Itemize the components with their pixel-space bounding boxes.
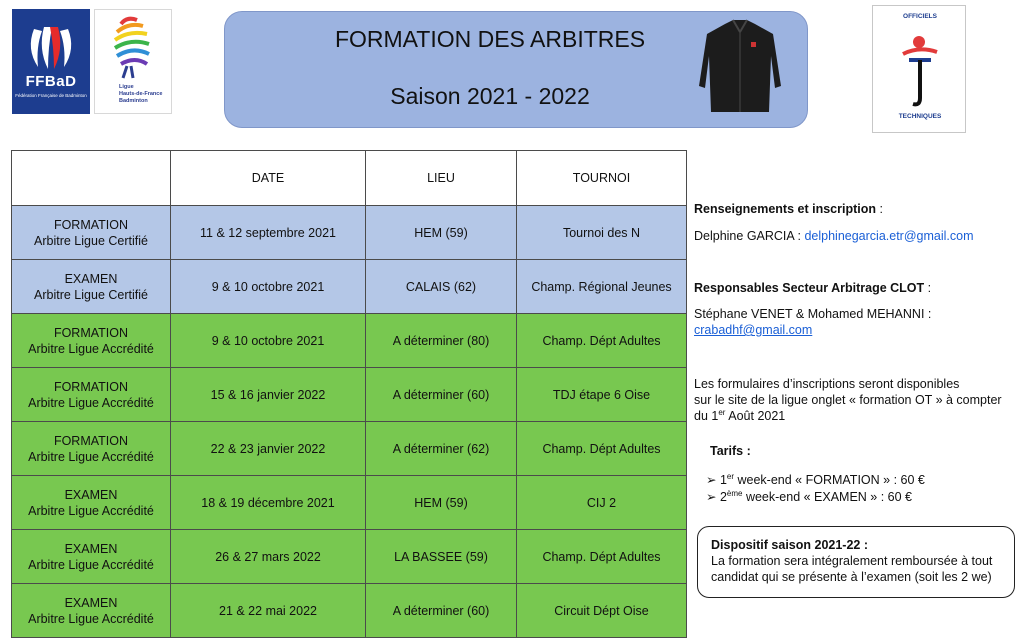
table-row — [12, 476, 687, 530]
resp-names: Stéphane VENET & Mohamed MEHANNI : — [694, 307, 932, 321]
contact-heading: Renseignements et inscription — [694, 202, 876, 216]
contact-name: Delphine GARCIA : — [694, 229, 805, 243]
arrow-bullet-icon: ➢ — [706, 473, 720, 487]
table-row — [12, 206, 687, 260]
lieu-cell: HEM (59) — [366, 476, 517, 530]
ot-top-label: OFFICIELS — [903, 13, 937, 20]
ffbad-logo — [12, 9, 90, 114]
tournoi-cell: Champ. Dépt Adultes — [517, 530, 687, 584]
forms-paragraph: Les formulaires d’inscriptions seront disponibles sur le site de la ligue onglet « formation OT » à compter du 1er Août 2021 — [694, 377, 1002, 423]
ffbad-subtitle: Fédération Française de Badminton — [15, 93, 87, 98]
tournoi-cell: Champ. Dépt Adultes — [517, 314, 687, 368]
lieu-cell: A déterminer (60) — [366, 368, 517, 422]
tournoi-cell: CIJ 2 — [517, 476, 687, 530]
header-lieu: LIEU — [366, 151, 517, 206]
tarif-item: ➢ 1er week-end « FORMATION » : 60 € — [706, 471, 925, 487]
table-row — [12, 368, 687, 422]
table-row — [12, 584, 687, 638]
dispositif-heading: Dispositif saison 2021-22 : — [711, 538, 869, 552]
schedule-table — [11, 150, 687, 638]
officiels-techniques-logo — [872, 5, 966, 133]
date-cell: 18 & 19 décembre 2021 — [171, 476, 366, 530]
table-header-row — [12, 151, 687, 206]
arrow-bullet-icon: ➢ — [706, 490, 720, 504]
ligue-name: Ligue Hauts-de-France Badminton — [119, 84, 163, 104]
resp-heading: Responsables Secteur Arbitrage CLOT — [694, 281, 925, 295]
session-cell: EXAMEN Arbitre Ligue Accrédité — [12, 584, 171, 638]
table-row — [12, 314, 687, 368]
tarif-item: ➢ 2ème week-end « EXAMEN » : 60 € — [706, 488, 912, 504]
resp-email-link[interactable]: crabadhf@gmail.com — [694, 323, 813, 337]
session-cell: EXAMEN Arbitre Ligue Certifié — [12, 260, 171, 314]
session-cell: FORMATION Arbitre Ligue Accrédité — [12, 314, 171, 368]
dispositif-box — [697, 526, 1015, 598]
ligue-logo — [94, 9, 172, 114]
badminton-plumes-icon — [12, 23, 90, 73]
header-date: DATE — [171, 151, 366, 206]
lieu-cell: HEM (59) — [366, 206, 517, 260]
contact-line — [694, 228, 974, 244]
dispositif-line: candidat qui se présente à l’examen (soit les 2 we) — [711, 570, 992, 584]
lieu-cell: A déterminer (60) — [366, 584, 517, 638]
session-cell: FORMATION Arbitre Ligue Certifié — [12, 206, 171, 260]
lieu-cell: LA BASSEE (59) — [366, 530, 517, 584]
session-cell: FORMATION Arbitre Ligue Accrédité — [12, 368, 171, 422]
date-cell: 21 & 22 mai 2022 — [171, 584, 366, 638]
tournoi-cell: Champ. Régional Jeunes — [517, 260, 687, 314]
lieu-cell: CALAIS (62) — [366, 260, 517, 314]
ffbad-name: FFBaD — [25, 73, 77, 90]
page-title: FORMATION DES ARBITRES — [334, 26, 646, 52]
title-banner — [224, 11, 808, 128]
session-cell: EXAMEN Arbitre Ligue Accrédité — [12, 476, 171, 530]
date-cell: 15 & 16 janvier 2022 — [171, 368, 366, 422]
lieu-cell: A déterminer (80) — [366, 314, 517, 368]
tournoi-cell: TDJ étape 6 Oise — [517, 368, 687, 422]
contact-email-link[interactable]: delphinegarcia.etr@gmail.com — [804, 229, 974, 243]
resp-heading-line: Responsables Secteur Arbitrage CLOT : — [694, 281, 932, 295]
ot-bottom-label: TECHNIQUES — [898, 113, 942, 120]
tournoi-cell: Champ. Dépt Adultes — [517, 422, 687, 476]
jacket-icon — [695, 16, 785, 116]
date-cell: 9 & 10 octobre 2021 — [171, 314, 366, 368]
date-cell: 11 & 12 septembre 2021 — [171, 206, 366, 260]
tarifs-heading: Tarifs : — [710, 444, 751, 458]
session-cell: FORMATION Arbitre Ligue Accrédité — [12, 422, 171, 476]
table-row — [12, 260, 687, 314]
header-tournoi: TOURNOI — [517, 151, 687, 206]
table-row — [12, 530, 687, 584]
contact-heading-line: Renseignements et inscription : — [694, 202, 883, 216]
tournoi-cell: Tournoi des N — [517, 206, 687, 260]
dispositif-line: La formation sera intégralement remboursée à tout — [711, 554, 993, 568]
header-session — [12, 151, 171, 206]
shuttlecock-icon — [103, 14, 165, 80]
lieu-cell: A déterminer (62) — [366, 422, 517, 476]
table-row — [12, 422, 687, 476]
session-cell: EXAMEN Arbitre Ligue Accrédité — [12, 530, 171, 584]
season-title: Saison 2021 - 2022 — [390, 83, 590, 109]
tournoi-cell: Circuit Dépt Oise — [517, 584, 687, 638]
date-cell: 9 & 10 octobre 2021 — [171, 260, 366, 314]
date-cell: 22 & 23 janvier 2022 — [171, 422, 366, 476]
date-cell: 26 & 27 mars 2022 — [171, 530, 366, 584]
